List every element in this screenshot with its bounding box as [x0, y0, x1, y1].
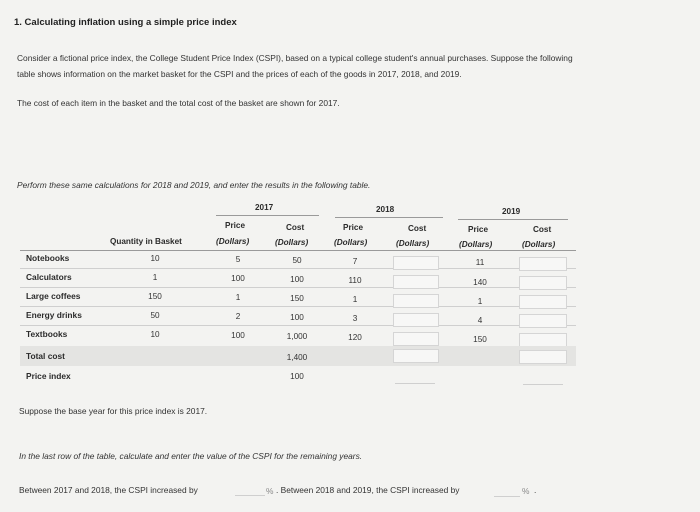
total-cost-2019-input[interactable]	[519, 350, 567, 364]
price-2019-energy-drinks: 4	[477, 316, 483, 325]
quantity-header: Quantity in Basket	[110, 237, 182, 246]
header-divider	[20, 250, 576, 251]
total-cost-2017: 1,400	[286, 353, 308, 362]
unit-price-2017: (Dollars)	[216, 237, 250, 246]
cost-2017-textbooks: 1,000	[286, 332, 308, 341]
increase-2017-2018-input[interactable]	[235, 495, 265, 496]
increase-2018-2019-input[interactable]	[494, 496, 520, 497]
price-2019-notebooks: 11	[475, 258, 485, 267]
cost-2018-textbooks-input[interactable]	[393, 332, 439, 346]
price-index-2017: 100	[290, 372, 304, 381]
price-2017-textbooks: 100	[231, 331, 245, 340]
price-2017-energy-drinks: 2	[235, 312, 241, 321]
price-2018-large-coffees: 1	[352, 295, 358, 304]
price-2018-calculators: 110	[348, 276, 362, 285]
intro-line-2: table shows information on the market basket for the CSPI and the prices of each of the goods in 2017, 2018, and 2019.	[17, 69, 462, 79]
price-2018-header: Price	[343, 223, 364, 232]
year-2018-header: 2018	[376, 205, 395, 214]
cost-2018-energy-drinks-input[interactable]	[393, 313, 439, 327]
problem-title: 1. Calculating inflation using a simple price index	[14, 17, 237, 28]
cost-2017-large-coffees: 150	[290, 294, 304, 303]
price-2019-header: Price	[468, 225, 489, 234]
row-label-large-coffees: Large coffees	[26, 291, 81, 301]
unit-cost-2019: (Dollars)	[522, 240, 556, 249]
total-cost-2018-input[interactable]	[393, 349, 439, 363]
percent-sign-1: %	[266, 486, 274, 496]
price-index-2018-input[interactable]	[395, 383, 435, 384]
cost-2017-energy-drinks: 100	[290, 313, 304, 322]
year-2019-header: 2019	[502, 207, 521, 216]
row-divider	[20, 287, 576, 288]
qty-large-coffees: 150	[148, 292, 162, 301]
qty-energy-drinks: 50	[150, 311, 160, 320]
price-2018-textbooks: 120	[348, 333, 362, 342]
cost-2019-large-coffees-input[interactable]	[519, 295, 567, 309]
unit-price-2018: (Dollars)	[334, 238, 368, 247]
cost-2019-energy-drinks-input[interactable]	[519, 314, 567, 328]
last-row-note: In the last row of the table, calculate and enter the value of the CSPI for the remaining years.	[19, 451, 363, 461]
row-label-calculators: Calculators	[26, 272, 72, 282]
cost-2017-calculators: 100	[290, 275, 304, 284]
cost-2018-large-coffees-input[interactable]	[393, 294, 439, 308]
cost-2017-notebooks: 50	[292, 256, 302, 265]
qty-notebooks: 10	[150, 254, 160, 263]
cost-2019-textbooks-input[interactable]	[519, 333, 567, 347]
year-2019-underline	[458, 219, 568, 220]
qty-textbooks: 10	[150, 330, 160, 339]
price-index-label: Price index	[26, 371, 71, 381]
price-2017-header: Price	[225, 221, 246, 230]
cost-2017-header: Cost	[286, 223, 305, 232]
row-label-textbooks: Textbooks	[26, 329, 68, 339]
answer-sentence-2: . Between 2018 and 2019, the CSPI increased by	[276, 485, 460, 495]
row-divider	[20, 306, 576, 307]
percent-sign-2: %	[522, 486, 530, 496]
price-2018-notebooks: 7	[352, 257, 358, 266]
row-label-notebooks: Notebooks	[26, 253, 70, 263]
row-label-energy-drinks: Energy drinks	[26, 310, 82, 320]
total-cost-label: Total cost	[26, 351, 65, 361]
row-divider	[20, 325, 576, 326]
price-2019-large-coffees: 1	[477, 297, 483, 306]
price-index-2019-input[interactable]	[523, 384, 563, 385]
qty-calculators: 1	[152, 273, 158, 282]
answer-end-period: .	[534, 485, 537, 495]
intro-line-1: Consider a fictional price index, the College Student Price Index (CSPI), based on a typical college student's annual purchases. Suppose the following	[17, 53, 573, 63]
cost-2019-calculators-input[interactable]	[519, 276, 567, 290]
answer-sentence-1: Between 2017 and 2018, the CSPI increased by	[19, 485, 198, 495]
unit-cost-2018: (Dollars)	[396, 239, 430, 248]
year-2017-underline	[216, 215, 319, 216]
unit-price-2019: (Dollars)	[459, 240, 493, 249]
cost-2018-notebooks-input[interactable]	[393, 256, 439, 270]
perform-note: Perform these same calculations for 2018 and 2019, and enter the results in the following table.	[17, 180, 371, 190]
price-2017-calculators: 100	[231, 274, 245, 283]
cost-2019-notebooks-input[interactable]	[519, 257, 567, 271]
year-2017-header: 2017	[255, 203, 274, 212]
price-2017-notebooks: 5	[235, 255, 241, 264]
cost-2018-calculators-input[interactable]	[393, 275, 439, 289]
cost-note: The cost of each item in the basket and the total cost of the basket are shown for 2017.	[17, 98, 340, 108]
row-divider	[20, 268, 576, 269]
price-2017-large-coffees: 1	[235, 293, 241, 302]
price-2019-calculators: 140	[473, 278, 487, 287]
cost-2018-header: Cost	[408, 224, 427, 233]
price-2018-energy-drinks: 3	[352, 314, 358, 323]
cost-2019-header: Cost	[533, 225, 552, 234]
price-2019-textbooks: 150	[473, 335, 487, 344]
unit-cost-2017: (Dollars)	[275, 238, 309, 247]
year-2018-underline	[335, 217, 443, 218]
base-year-note: Suppose the base year for this price index is 2017.	[19, 406, 208, 416]
